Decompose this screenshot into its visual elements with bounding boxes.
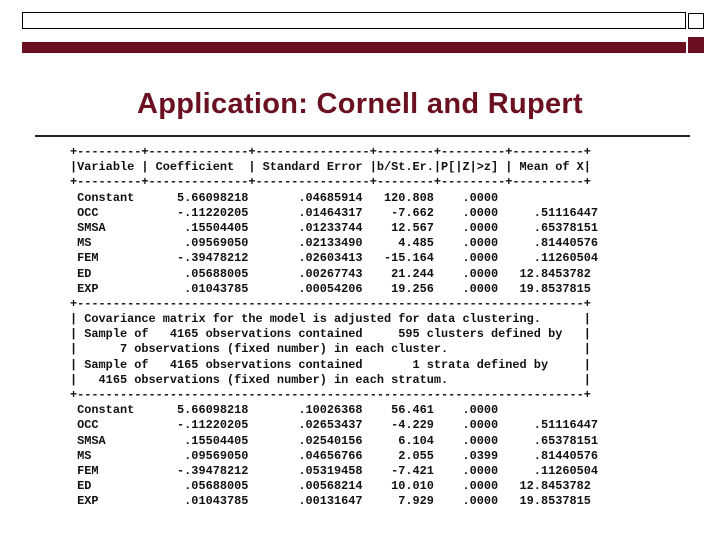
- output-line: OCC -.11220205 .02653437 -4.229 .0000 .51116447: [70, 418, 599, 433]
- output-line: FEM -.39478212 .02603413 -15.164 .0000 .11260504: [70, 251, 599, 266]
- output-line: Constant 5.66098218 .04685914 120.808 .0000: [70, 190, 499, 205]
- slide-title: Application: Cornell and Rupert: [137, 88, 583, 120]
- output-line: +-----------------------------------------------------------------------+: [70, 388, 591, 402]
- output-line: |Variable | Coefficient | Standard Error |b/St.Er.|P[|Z|>z] | Mean of X|: [70, 160, 591, 175]
- output-line: +---------+--------------+----------------+--------+---------+----------+: [70, 145, 591, 159]
- output-line: ED .05688005 .00568214 10.010 .0000 12.8453782: [70, 479, 591, 494]
- output-line: EXP .01043785 .00054206 19.256 .0000 19.8537815: [70, 281, 591, 296]
- output-line: +---------+--------------+----------------+--------+---------+----------+: [70, 175, 591, 190]
- output-line: | Sample of 4165 observations contained 1 strata defined by |: [70, 357, 591, 372]
- output-line: SMSA .15504405 .01233744 12.567 .0000 .65378151: [70, 220, 599, 235]
- output-line: MS .09569050 .04656766 2.055 .0399 .81440576: [70, 448, 599, 463]
- decorative-header-band: [22, 12, 710, 40]
- output-line: MS .09569050 .02133490 4.485 .0000 .81440576: [70, 236, 599, 251]
- output-line: EXP .01043785 .00131647 7.929 .0000 19.8537815: [70, 494, 591, 509]
- output-line: | 7 observations (fixed number) in each cluster. |: [70, 342, 591, 357]
- regression-output: [70, 145, 598, 510]
- header-band-outline: [22, 12, 686, 29]
- output-line: FEM -.39478212 .05319458 -7.421 .0000 .11260504: [70, 463, 599, 478]
- output-line: SMSA .15504405 .02540156 6.104 .0000 .65378151: [70, 433, 599, 448]
- header-square-outline: [688, 13, 704, 29]
- title-divider: [35, 135, 690, 137]
- output-line: | 4165 observations (fixed number) in each stratum. |: [70, 372, 591, 387]
- header-band-fill: [22, 42, 686, 53]
- header-square-fill: [688, 37, 704, 53]
- output-line: | Sample of 4165 observations contained 595 clusters defined by |: [70, 327, 591, 342]
- output-line: Constant 5.66098218 .10026368 56.461 .0000: [70, 403, 499, 418]
- output-line: OCC -.11220205 .01464317 -7.662 .0000 .51116447: [70, 205, 599, 220]
- output-line: ED .05688005 .00267743 21.244 .0000 12.8453782: [70, 266, 591, 281]
- output-line: +-----------------------------------------------------------------------+: [70, 296, 591, 311]
- output-line: | Covariance matrix for the model is adjusted for data clustering. |: [70, 312, 591, 327]
